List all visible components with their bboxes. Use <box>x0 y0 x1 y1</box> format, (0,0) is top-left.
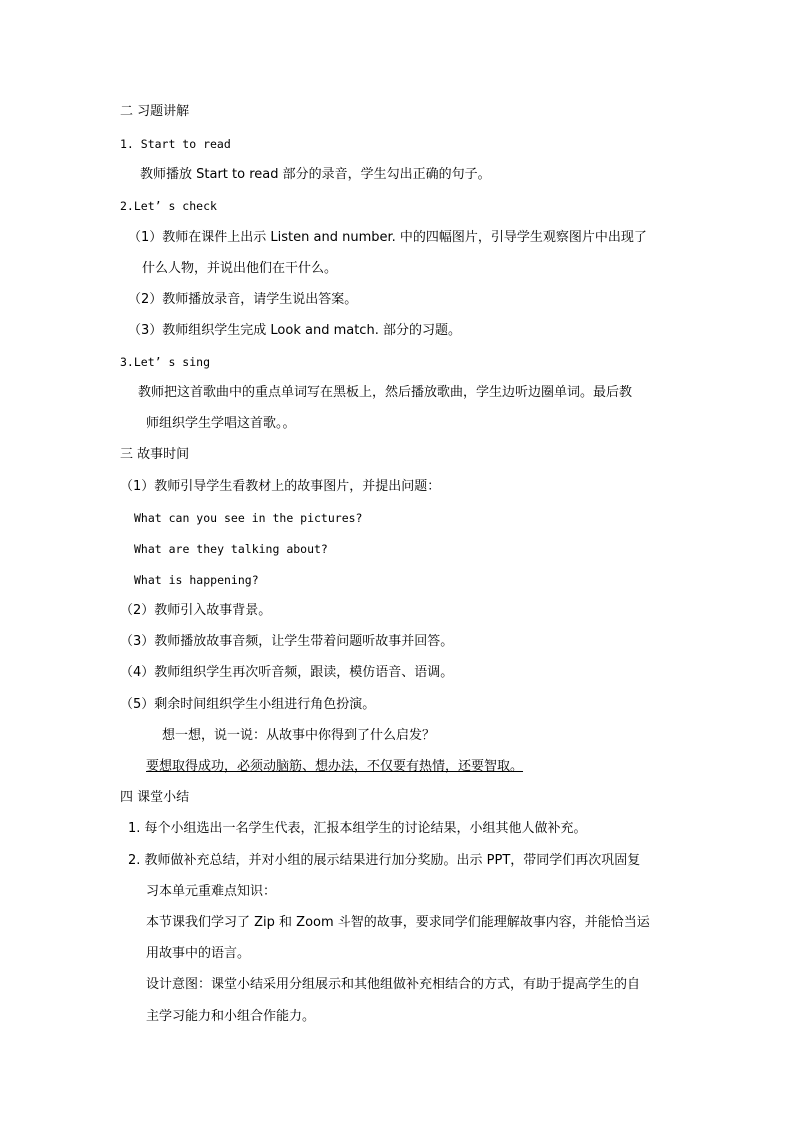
summary-item-2: 2. 教师做补充总结，并对小组的展示结果进行加分奖励。出示 PPT，带同学们再次巩固复 <box>128 853 641 868</box>
story-step-3: （3）教师播放故事音频，让学生带着问题听故事并回答。 <box>120 634 454 649</box>
item-title-lets-check: 2.Let’ s check <box>120 199 217 213</box>
story-question-2: What are they talking about? <box>134 542 328 556</box>
story-step-5: （5）剩余时间组织学生小组进行角色扮演。 <box>120 697 376 712</box>
check-step-3: （3）教师组织学生完成 Look and match. 部分的习题。 <box>128 323 461 338</box>
story-step-2: （2）教师引入故事背景。 <box>120 603 272 618</box>
summary-item-2-continued: 习本单元重难点知识： <box>146 884 277 899</box>
design-intent-continued: 主学习能力和小组合作能力。 <box>146 1009 316 1024</box>
section-heading-summary: 四 课堂小结 <box>120 790 190 805</box>
story-moral: 要想取得成功，必须动脑筋、想办法，不仅要有热情，还要智取。 <box>146 759 524 774</box>
lesson-summary: 本节课我们学习了 Zip 和 Zoom 斗智的故事，要求同学们能理解故事内容，并能恰当运 <box>146 915 650 930</box>
summary-item-1: 1. 每个小组选出一名学生代表，汇报本组学生的讨论结果，小组其他人做补充。 <box>128 821 587 836</box>
story-question-1: What can you see in the pictures? <box>134 511 363 525</box>
design-intent: 设计意图：课堂小结采用分组展示和其他组做补充相结合的方式，有助于提高学生的自 <box>146 977 641 992</box>
story-step-1: （1）教师引导学生看教材上的故事图片，并提出问题： <box>120 479 441 494</box>
story-step-4: （4）教师组织学生再次听音频，跟读，模仿语音、语调。 <box>120 665 454 680</box>
item-title-start-to-read: 1. Start to read <box>120 137 231 151</box>
think-prompt: 想一想，说一说：从故事中你得到了什么启发？ <box>162 728 436 743</box>
paragraph-start-to-read: 教师播放 Start to read 部分的录音，学生勾出正确的句子。 <box>140 167 491 182</box>
story-question-3: What is happening? <box>134 573 259 587</box>
paragraph-lets-sing: 教师把这首歌曲中的重点单词写在黑板上，然后播放歌曲，学生边听边圈单词。最后教 <box>138 385 633 400</box>
paragraph-lets-sing-continued: 师组织学生学唱这首歌。。 <box>146 416 296 431</box>
lesson-summary-continued: 用故事中的语言。 <box>146 946 251 961</box>
section-heading-story-time: 三 故事时间 <box>120 447 190 462</box>
check-step-1-continued: 什么人物，并说出他们在干什么。 <box>142 261 338 276</box>
section-heading-exercises: 二 习题讲解 <box>120 104 190 119</box>
check-step-1: （1）教师在课件上出示 Listen and number. 中的四幅图片，引导学生观察图片中出现了 <box>128 230 647 245</box>
check-step-2: （2）教师播放录音，请学生说出答案。 <box>128 292 358 307</box>
item-title-lets-sing: 3.Let’ s sing <box>120 355 211 369</box>
